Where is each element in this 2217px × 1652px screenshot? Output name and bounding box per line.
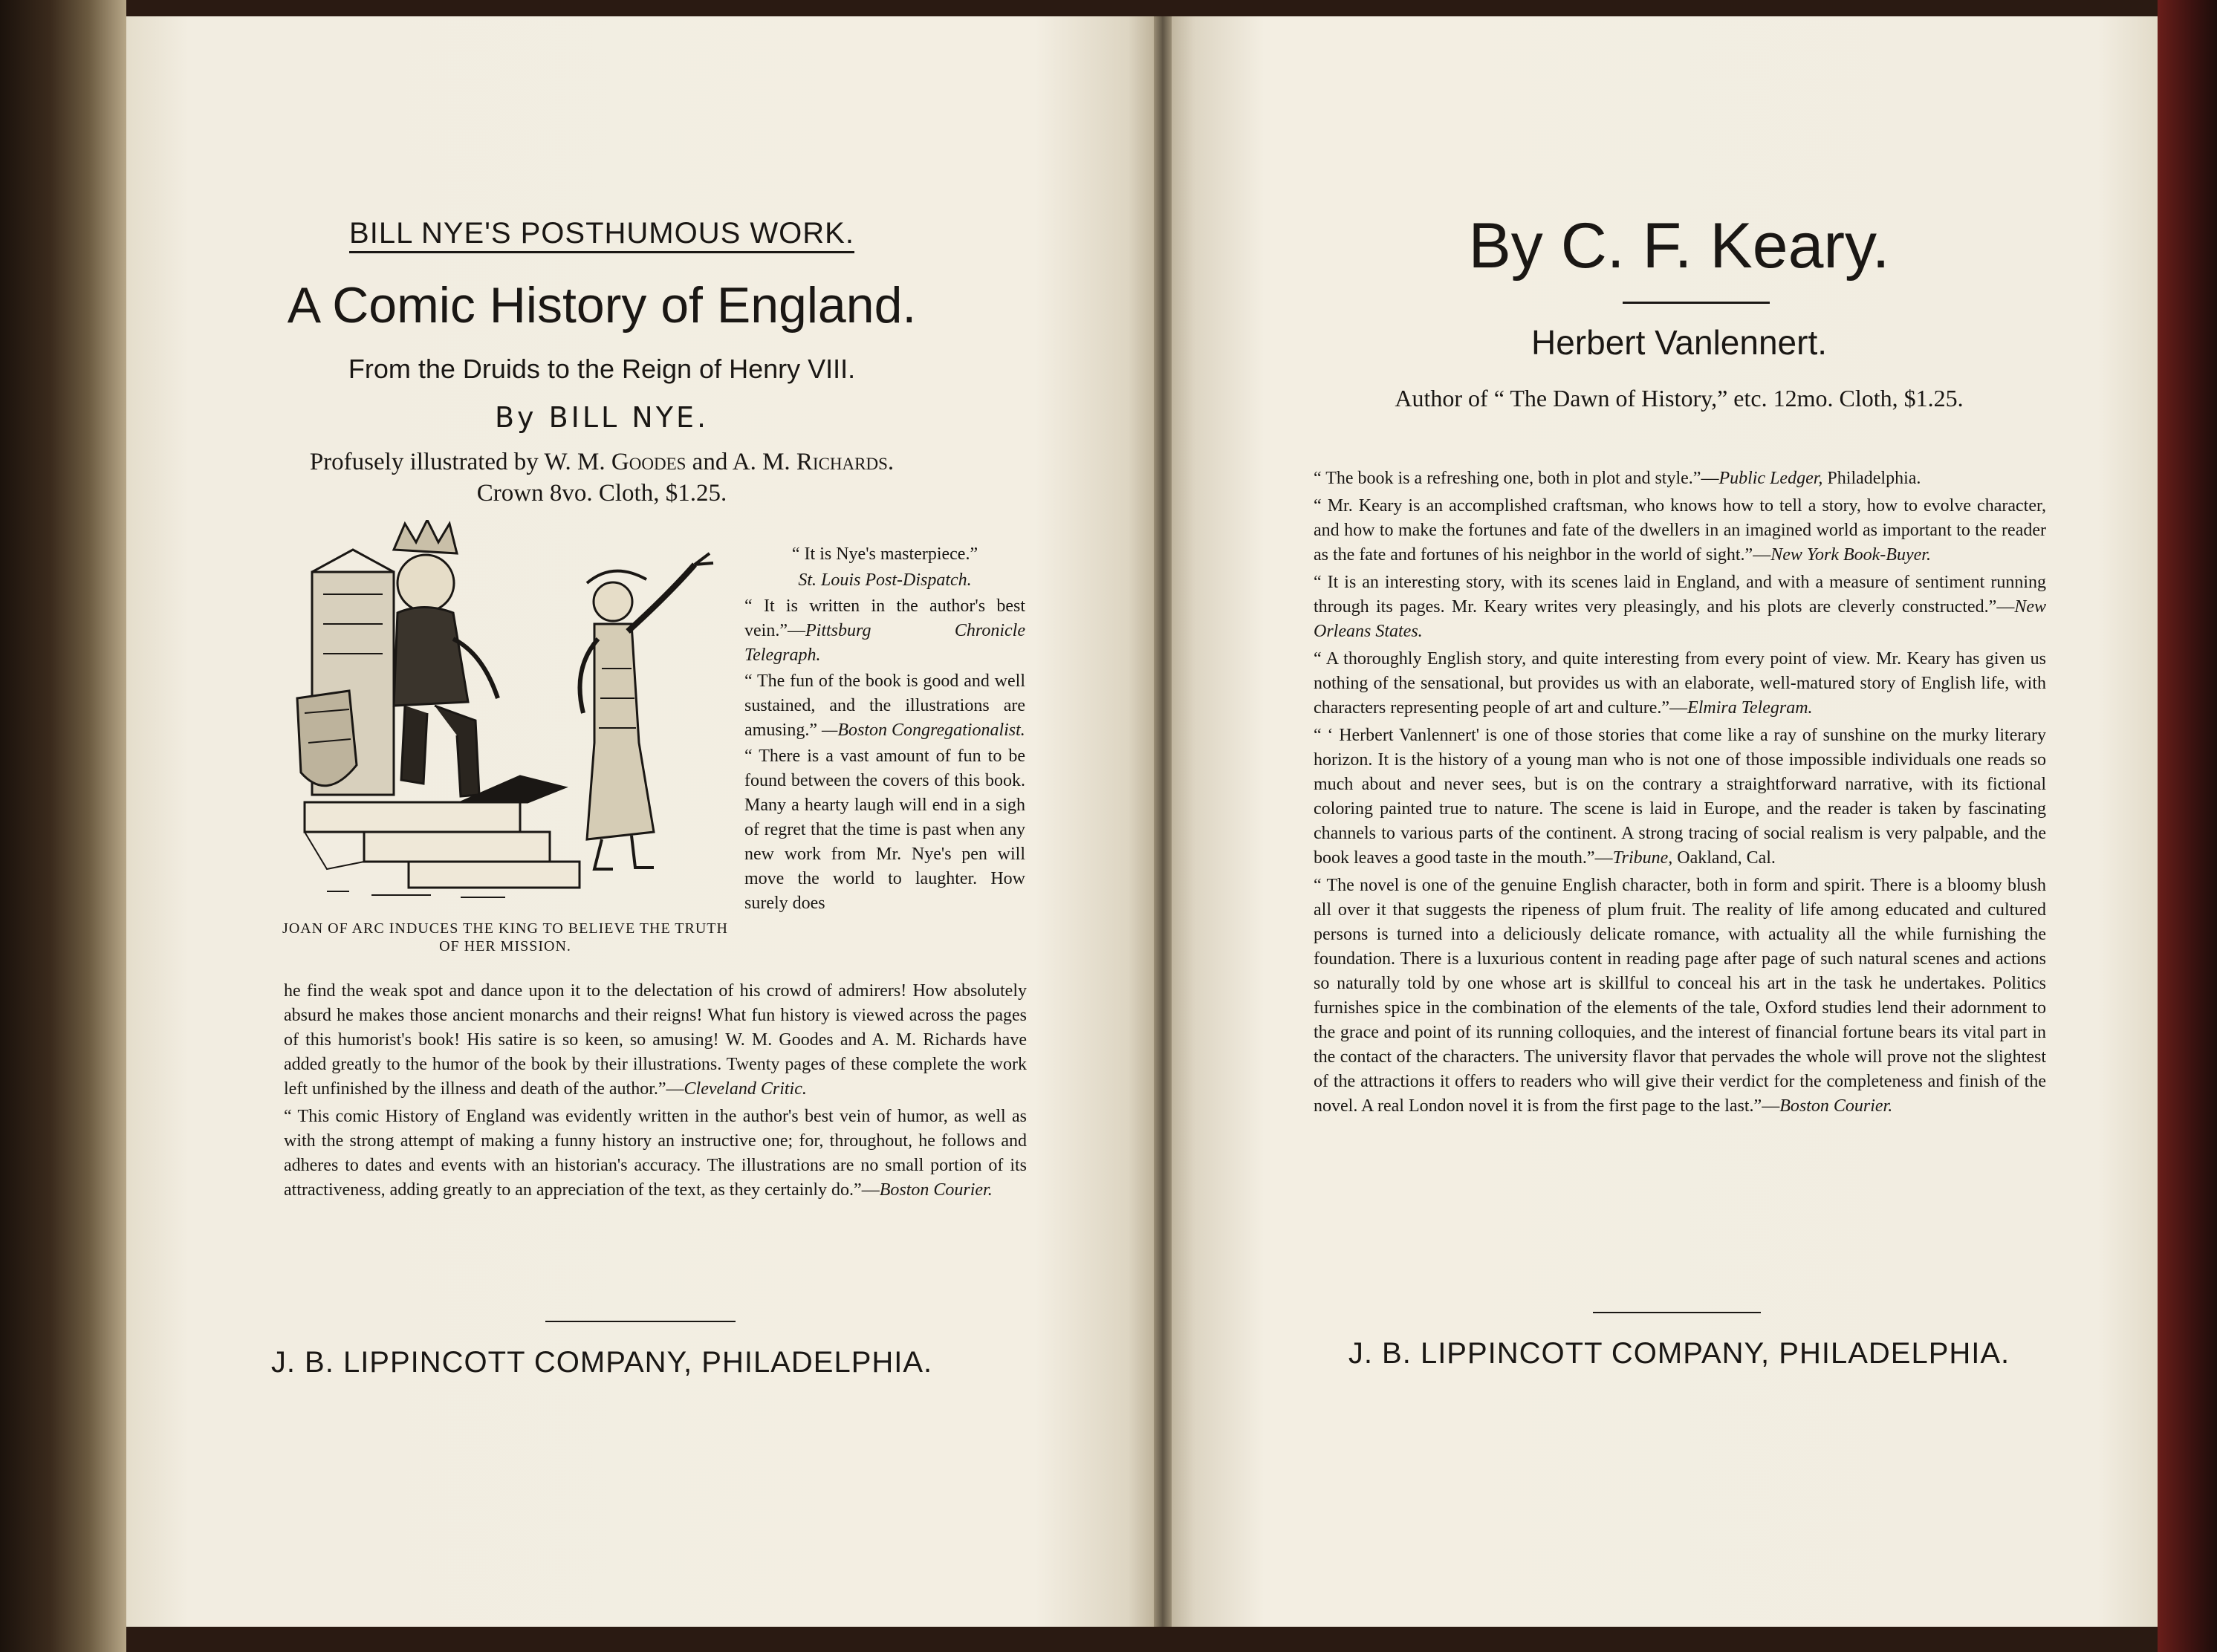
r-quote-4	[1314, 647, 2046, 721]
book-title-left: A Comic History of England.	[287, 277, 917, 334]
illustrated-prefix: Profusely illustrated by W. M.	[309, 449, 611, 475]
illustration-caption: JOAN OF ARC INDUCES THE KING TO BELIEVE THE TRUTH OF HER MISSION.	[282, 920, 728, 955]
left-body-text	[284, 979, 1027, 1206]
r-quote-5-source: Tribune,	[1612, 848, 1673, 868]
quote-4-source: Cleveland Critic.	[684, 1079, 807, 1099]
r-quote-4-text: “ A thoroughly English story, and quite interesting from every point of view. Mr. Keary has given us nothing of the sensational, but provides us with an elaborate, well-matured story of English life, with characters representing people of art and culture.”—	[1314, 649, 2046, 718]
r-quote-5	[1314, 723, 2046, 871]
author-title-right: By C. F. Keary.	[1468, 210, 1890, 282]
r-quote-3-source: New Orleans States.	[1314, 597, 2046, 641]
quote-3-text: “ The fun of the book is good and well sustained, and the illustrations are amusing.”	[744, 671, 1025, 740]
book-edge-right	[2158, 0, 2217, 1652]
quote-1: “ It is Nye's masterpiece.”	[791, 544, 978, 564]
illustrated-mid: and A. M.	[686, 449, 796, 475]
quote-4-start: “ There is a vast amount of fun to be found between the covers of this book. Many a hearty laugh will end in a sigh of regret that the time is past when any new work from Mr. Nye's pen will move the world to laughter. How surely does	[744, 747, 1025, 913]
r-quote-3-text: “ It is an interesting story, with its scenes laid in England, and with a measure of sentiment running through its pages. Mr. Keary writes very pleasingly, and his plots are cleverly constructed.”—	[1314, 573, 2046, 617]
quote-5-source: Boston Courier.	[879, 1180, 993, 1200]
r-quote-5-place: Oakland, Cal.	[1672, 848, 1776, 868]
r-quote-2	[1314, 494, 2046, 568]
edition-line-left: Crown 8vo. Cloth, $1.25.	[476, 480, 727, 507]
r-quote-4-source: Elmira Telegram.	[1687, 698, 1813, 718]
quote-2-text: “ It is written in the author's best vein.”—	[744, 596, 1025, 640]
r-quote-6	[1314, 874, 2046, 1119]
illustrators-line	[193, 449, 1010, 476]
r-quote-6-text: “ The novel is one of the genuine English character, both in form and spirit. There is a bloomy blush all over it that suggests the ripeness of plum fruit. The reality of life among educated and cultured persons is turned into a deliciously delicate romance, with actuality all the while furnishing the foundation. There is a luxurious content in reading page after page of such natural scenes and actions so naturally told by one whose art is skillful to conceal his art in the task he undertakes. Politics furnishes spice in the combination of the elements of the tale, Oxford studies lend their adornment to the grace and point of its running colloquies, and the interest of financial fortune bears its vital part in the contact of the characters. The university flavor that pervades the whole will prove not the slightest of the attractions it offers to readers who will give their verdict for the completeness and finish of the novel. A real London novel it is from the first page to the last.”—	[1314, 876, 2046, 1116]
quote-1-source: St. Louis Post-Dispatch.	[798, 570, 972, 590]
r-quote-1	[1314, 466, 2046, 491]
r-quote-2-source: New York Book-Buyer.	[1770, 545, 1931, 565]
r-quote-3	[1314, 570, 2046, 644]
divider-right-top	[1623, 302, 1770, 304]
quote-3-source: —Boston Congregationalist.	[821, 721, 1025, 740]
series-heading-text: BILL NYE'S POSTHUMOUS WORK.	[349, 217, 854, 253]
book-edge-left	[0, 0, 126, 1652]
r-quote-2-text: “ Mr. Keary is an accomplished craftsman, who knows how to tell a story, how to evolve character, and how to make the fortunes and fate of the dwellers in an imagined world as important to the reader as the fate and fortunes of his neighbor in the world of sight.”—	[1314, 496, 2046, 565]
illustrator-one: Goodes	[611, 449, 686, 475]
quote-2	[744, 594, 1025, 668]
r-quote-6-source: Boston Courier.	[1779, 1096, 1893, 1116]
r-quote-1-place: Philadelphia.	[1822, 469, 1921, 488]
book-title-right: Herbert Vanlennert.	[1531, 323, 1828, 362]
author-byline-left: By BILL NYE.	[494, 401, 710, 434]
r-quote-1-source: Public Ledger,	[1718, 469, 1823, 488]
joan-of-arc-illustration	[282, 520, 743, 906]
quote-2-source: Pittsburg Chronicle Telegraph.	[744, 621, 1025, 665]
r-quote-1-text: “ The book is a refreshing one, both in plot and style.”—	[1314, 469, 1719, 488]
book-gutter	[1154, 16, 1172, 1627]
right-body-text	[1314, 466, 2046, 1122]
author-line-right: Author of “ The Dawn of History,” etc. 12mo. Cloth, $1.25.	[1395, 385, 1964, 412]
publisher-left: J. B. LIPPINCOTT COMPANY, PHILADELPHIA.	[270, 1346, 933, 1379]
quote-4-body: he find the weak spot and dance upon it to the delectation of his crowd of admirers! How absolutely absurd he makes those ancient monarchs and their reigns! What fun history is viewed across the pages of this humorist's book! His satire is so keen, so amusing! W. M. Goodes and A. M. Richards have added greatly to the humor of the book by their illustrations. Twenty pages of these complete the work left unfinished by the illness and death of the author.”—	[284, 981, 1027, 1099]
book-subtitle-left: From the Druids to the Reign of Henry VIII.	[348, 354, 856, 384]
divider-right-bottom	[1593, 1312, 1761, 1313]
illustrator-two: Richards.	[796, 449, 895, 475]
quote-3	[744, 669, 1025, 743]
quote-5	[284, 1105, 1027, 1203]
r-quote-5-text: “ ‘ Herbert Vanlennert' is one of those stories that come like a ray of sunshine on the murky literary horizon. It is the history of a young man who is not one of those impossible individuals one reads so much about and never sees, but is on the contrary a straightforward narrative, with its fictional coloring painted true to nature. The scene is laid in Europe, and the reader is taken by fascinating channels to various parts of the continent. A strong tracing of social realism is very palpable, and the book leaves a good taste in the mouth.”—	[1314, 726, 2046, 868]
quote-5-text: “ This comic History of England was evidently written in the author's best vein of humor, as well as with the strong attempt of making a funny history an instructive one; for, throughout, he follows and adheres to dates and events with an historian's accuracy. The illustrations are no small portion of its attractiveness, adding greatly to an appreciation of the text, as they certainly do.”—	[284, 1107, 1027, 1200]
divider-left	[545, 1321, 736, 1322]
series-heading	[267, 217, 936, 250]
quote-column	[744, 542, 1025, 917]
quote-4-continued	[284, 979, 1027, 1102]
publisher-right: J. B. LIPPINCOTT COMPANY, PHILADELPHIA.	[1348, 1337, 2010, 1370]
